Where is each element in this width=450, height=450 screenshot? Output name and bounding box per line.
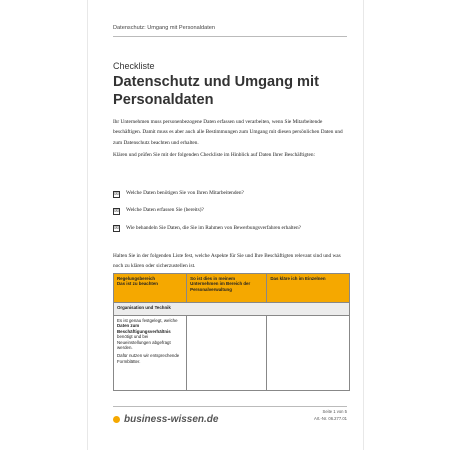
page-number: Seite 1 von 5 <box>322 409 347 414</box>
running-header: Datenschutz: Umgang mit Personaldaten <box>113 25 215 31</box>
section-label: Organisation und Technik <box>114 303 350 316</box>
requirement-text <box>117 318 183 350</box>
checkbox-icon[interactable]: ☒ <box>114 225 119 232</box>
intro-text <box>113 117 345 162</box>
checklist-item-text: Welche Daten erfassen Sie (bereits)? <box>126 207 204 214</box>
intro-paragraph-1: Ihr Unternehmen muss personenbezogene Daten erfassen und verarbeiten, wenn Sie Mitarbeitende beschäftigen. Damit muss es aber auch alle Bestimmungen zum Umgang mit diesen persönlichen Daten und zum Datenschutz beachten und erhalten. <box>113 119 343 146</box>
header-divider <box>113 36 347 37</box>
requirement-text-bold: Daten zum Beschäftigungsverhältnis <box>117 323 171 334</box>
table-intro-text: Halten Sie in der folgenden Liste fest, welche Aspekte für Sie und Ihre Beschäftigten relevant sind und was noch zu klären oder sicherzustellen ist. <box>113 253 341 270</box>
checkbox-icon[interactable]: ☒ <box>114 208 119 214</box>
column-header-unternehmen: So ist dies in meinem Unternehmen im Bereich der Personalverwaltung <box>187 274 267 303</box>
column-header-line: Das ist zu beachten <box>117 281 158 287</box>
checklist-item <box>113 224 345 233</box>
intro-paragraph-2: Klären und prüfen Sie mit der folgenden Checkliste im Hinblick auf Daten Ihrer Beschäftigten: <box>113 151 315 158</box>
brand-logo <box>113 414 218 425</box>
checklist <box>113 189 345 241</box>
requirement-text-part: benötigt und bei Neueinstellungen abgefragt werden. <box>117 334 171 351</box>
column-header-line: Regelungsbereich <box>117 276 156 281</box>
checkbox-icon[interactable]: ☒ <box>114 190 119 197</box>
document-title: Datenschutz und Umgang mit Personaldaten <box>113 74 319 108</box>
checklist-item-text: Wie behandeln Sie Daten, die Sie im Rahmen von Bewerbungsverfahren erhalten? <box>126 224 301 231</box>
checklist-item-text: Welche Daten benötigen Sie von Ihren Mitarbeitenden? <box>126 190 244 196</box>
footer-meta <box>314 409 347 422</box>
table-row <box>114 316 350 391</box>
column-header-klaerung: Das kläre ich im Einzelnen <box>267 274 350 303</box>
table-cell-requirement <box>114 316 187 391</box>
requirement-text-part: Es ist genau festgelegt, welche <box>117 318 178 323</box>
footer-divider <box>113 406 347 407</box>
logo-text: business-wissen.de <box>124 414 219 425</box>
requirement-note: Dafür nutzen wir entsprechende Formblätter. <box>117 353 180 364</box>
checklist-table <box>113 273 350 391</box>
table-section-row <box>114 303 350 316</box>
table-header-row <box>114 274 350 303</box>
logo-dot-icon <box>113 416 120 423</box>
article-number: Art.-Nr. 06.277.01 <box>313 415 347 421</box>
checklist-item <box>113 206 345 215</box>
document-page <box>88 0 363 450</box>
table-cell-input[interactable] <box>187 316 267 391</box>
checklist-item <box>113 189 345 198</box>
document-kicker: Checkliste <box>113 61 155 71</box>
table-cell-input[interactable] <box>267 316 350 391</box>
column-header-regelungsbereich <box>114 274 187 303</box>
